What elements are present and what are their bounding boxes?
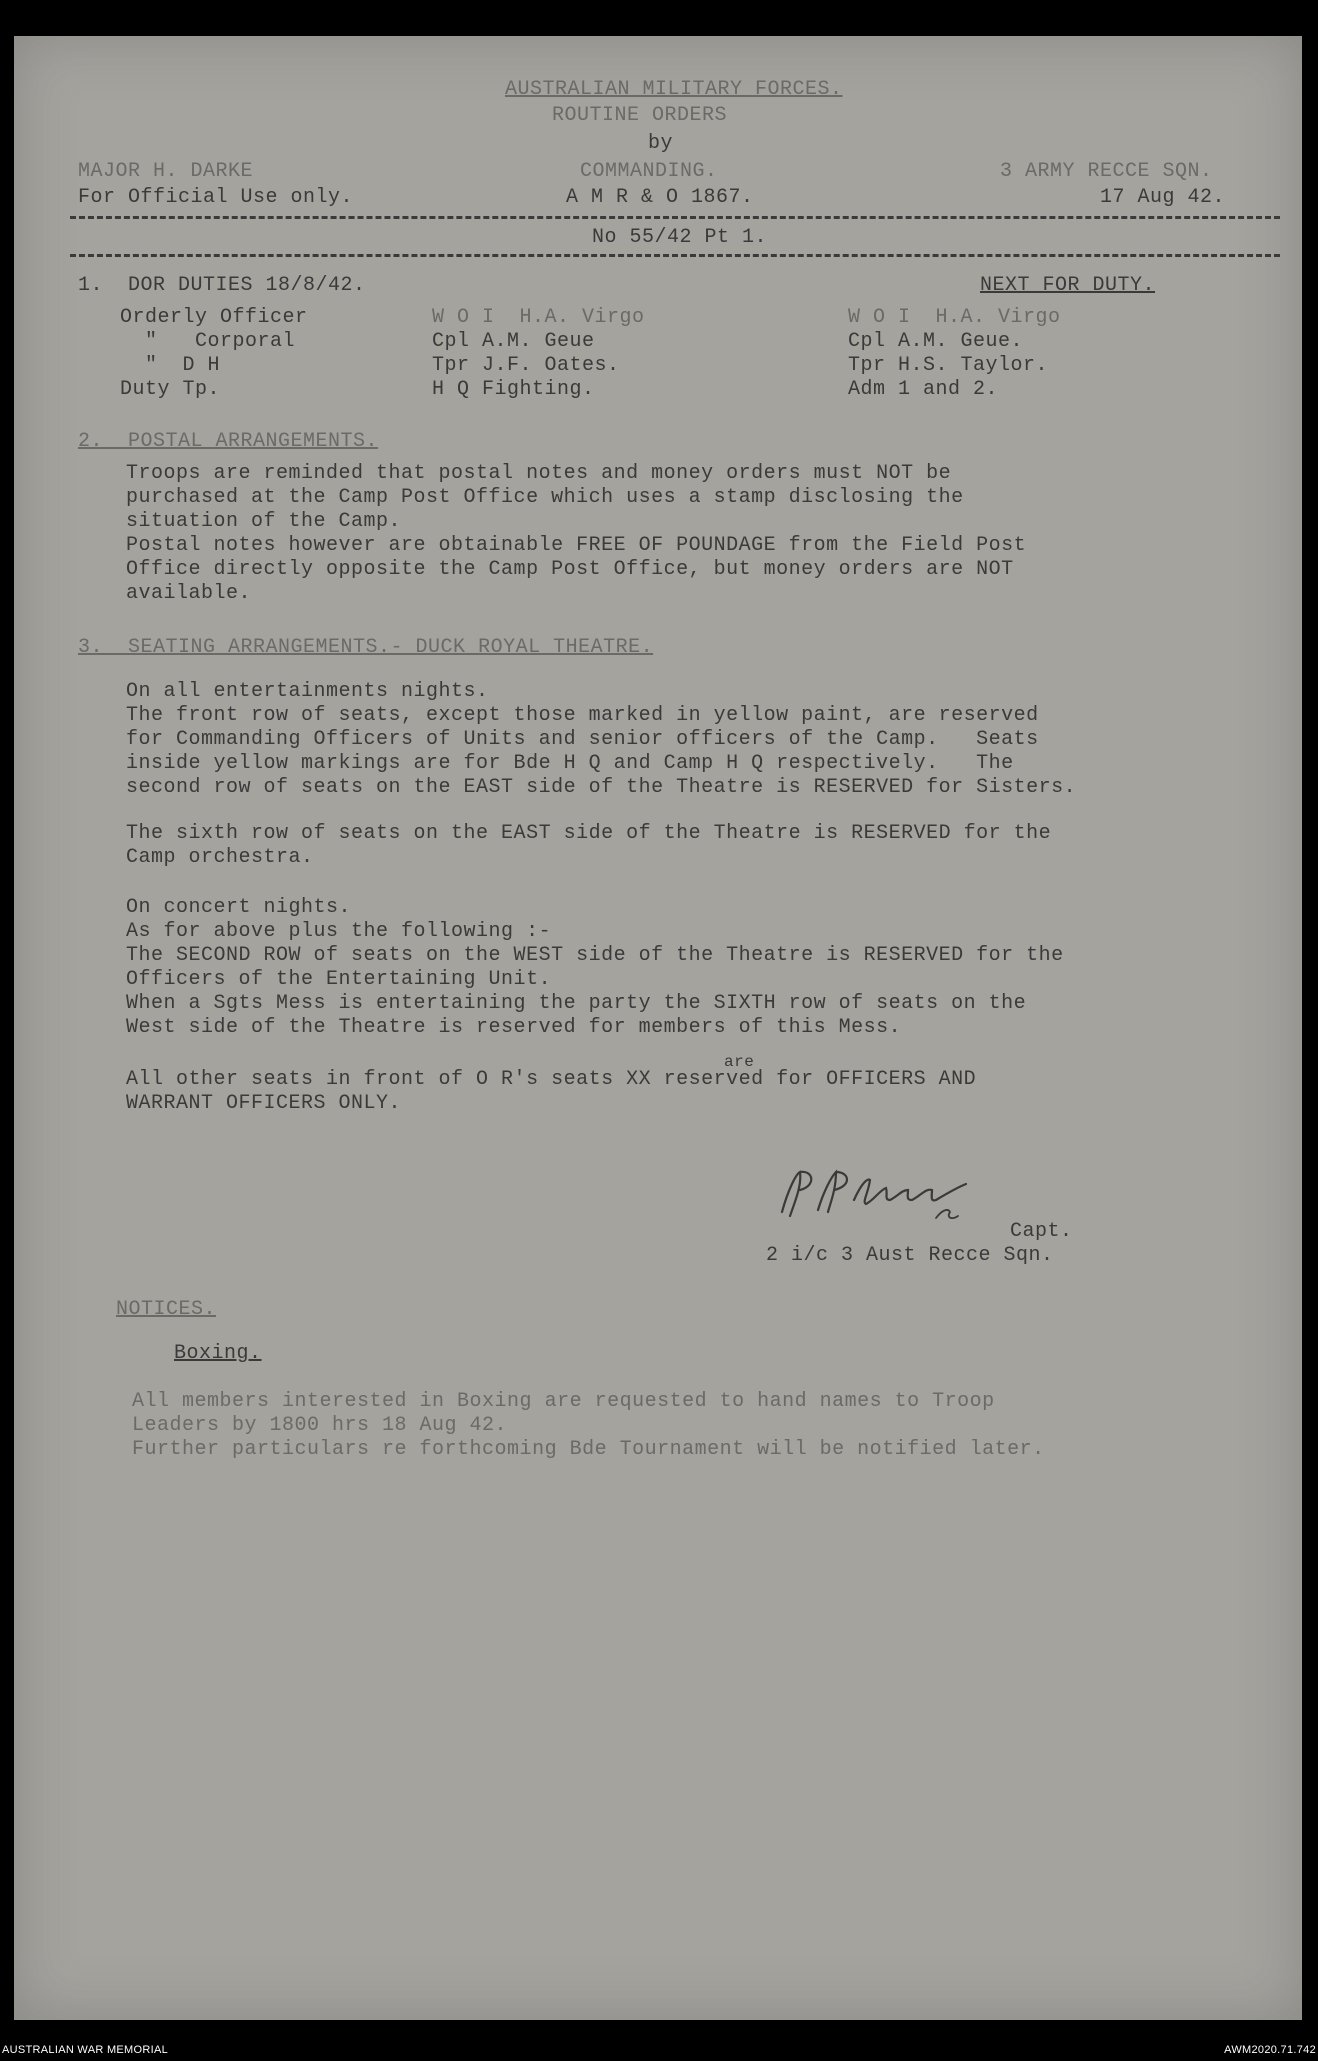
section3-line: for Commanding Officers of Units and senior officers of the Camp. Seats [126, 728, 1039, 751]
section2-line: available. [126, 582, 252, 605]
duty-next: Cpl A.M. Geue. [848, 330, 1024, 353]
insert-word: are [724, 1053, 755, 1071]
signature-appointment: 2 i/c 3 Aust Recce Sqn. [766, 1244, 1054, 1267]
duty-next: Adm 1 and 2. [848, 378, 999, 401]
section3-line: WARRANT OFFICERS ONLY. [126, 1092, 402, 1115]
unit-name: 3 ARMY RECCE SQN. [1000, 160, 1213, 183]
section3-line: Camp orchestra. [126, 846, 314, 869]
section3-line: The front row of seats, except those marked in yellow paint, are reserved [126, 704, 1039, 727]
duty-role: " Corporal [120, 330, 296, 353]
official-use: For Official Use only. [78, 186, 354, 209]
signature-rank: Capt. [1010, 1220, 1073, 1243]
duty-next: W O I H.A. Virgo [848, 306, 1061, 329]
section1-heading-right: NEXT FOR DUTY. [980, 274, 1156, 297]
duty-next: Tpr H.S. Taylor. [848, 354, 1049, 377]
notice-line: Further particulars re forthcoming Bde Tournament will be notified later. [132, 1438, 1045, 1461]
section2-heading: 2. POSTAL ARRANGEMENTS. [78, 430, 379, 453]
order-date: 17 Aug 42. [1100, 186, 1226, 209]
section3-line: second row of seats on the EAST side of the Theatre is RESERVED for Sisters. [126, 776, 1077, 799]
section3-heading: 3. SEATING ARRANGEMENTS.- DUCK ROYAL THEATRE. [78, 636, 654, 659]
section2-line: Postal notes however are obtainable FREE OF POUNDAGE from the Field Post [126, 534, 1027, 557]
section2-line: Office directly opposite the Camp Post Office, but money orders are NOT [126, 558, 1014, 581]
doc-title: AUSTRALIAN MILITARY FORCES. [505, 78, 843, 101]
doc-by: by [648, 132, 674, 155]
section3-line: On concert nights. [126, 896, 352, 919]
commander-name: MAJOR H. DARKE [78, 160, 254, 183]
section2-line: situation of the Camp. [126, 510, 402, 533]
order-code: A M R & O 1867. [566, 186, 754, 209]
footer-credit: AUSTRALIAN WAR MEMORIAL [2, 2044, 169, 2056]
section3-line: When a Sgts Mess is entertaining the party the SIXTH row of seats on the [126, 992, 1027, 1015]
section3-line: The SECOND ROW of seats on the WEST side of the Theatre is RESERVED for the [126, 944, 1064, 967]
section2-line: Troops are reminded that postal notes and money orders must NOT be [126, 462, 952, 485]
footer-accession: AWM2020.71.742 [1224, 2044, 1316, 2056]
handwritten-signature [770, 1160, 1010, 1230]
section3-line: As for above plus the following :- [126, 920, 552, 943]
duty-current: H Q Fighting. [432, 378, 595, 401]
duty-current: W O I H.A. Virgo [432, 306, 645, 329]
notices-heading: NOTICES. [116, 1298, 217, 1321]
doc-subtitle: ROUTINE ORDERS [552, 104, 728, 127]
section3-line: On all entertainments nights. [126, 680, 489, 703]
section3-line: inside yellow markings are for Bde H Q and Camp H Q respectively. The [126, 752, 1014, 775]
divider-bottom [70, 254, 1280, 257]
section2-line: purchased at the Camp Post Office which uses a stamp disclosing the [126, 486, 964, 509]
section3-line: West side of the Theatre is reserved for members of this Mess. [126, 1016, 902, 1039]
duty-role: Orderly Officer [120, 306, 308, 329]
section1-heading: 1. DOR DUTIES 18/8/42. [78, 274, 366, 297]
duty-current: Cpl A.M. Geue [432, 330, 595, 353]
section3-line: Officers of the Entertaining Unit. [126, 968, 552, 991]
order-number: No 55/42 Pt 1. [592, 226, 768, 249]
duty-current: Tpr J.F. Oates. [432, 354, 620, 377]
notices-subheading: Boxing. [174, 1342, 262, 1365]
commanding-label: COMMANDING. [580, 160, 718, 183]
section3-line: All other seats in front of O R's seats XX reserved for OFFICERS AND [126, 1068, 977, 1091]
divider-top [70, 216, 1280, 219]
notice-line: Leaders by 1800 hrs 18 Aug 42. [132, 1414, 508, 1437]
section3-line: The sixth row of seats on the EAST side of the Theatre is RESERVED for the [126, 822, 1052, 845]
notice-line: All members interested in Boxing are requested to hand names to Troop [132, 1390, 995, 1413]
duty-role: Duty Tp. [120, 378, 221, 401]
duty-role: " D H [120, 354, 221, 377]
